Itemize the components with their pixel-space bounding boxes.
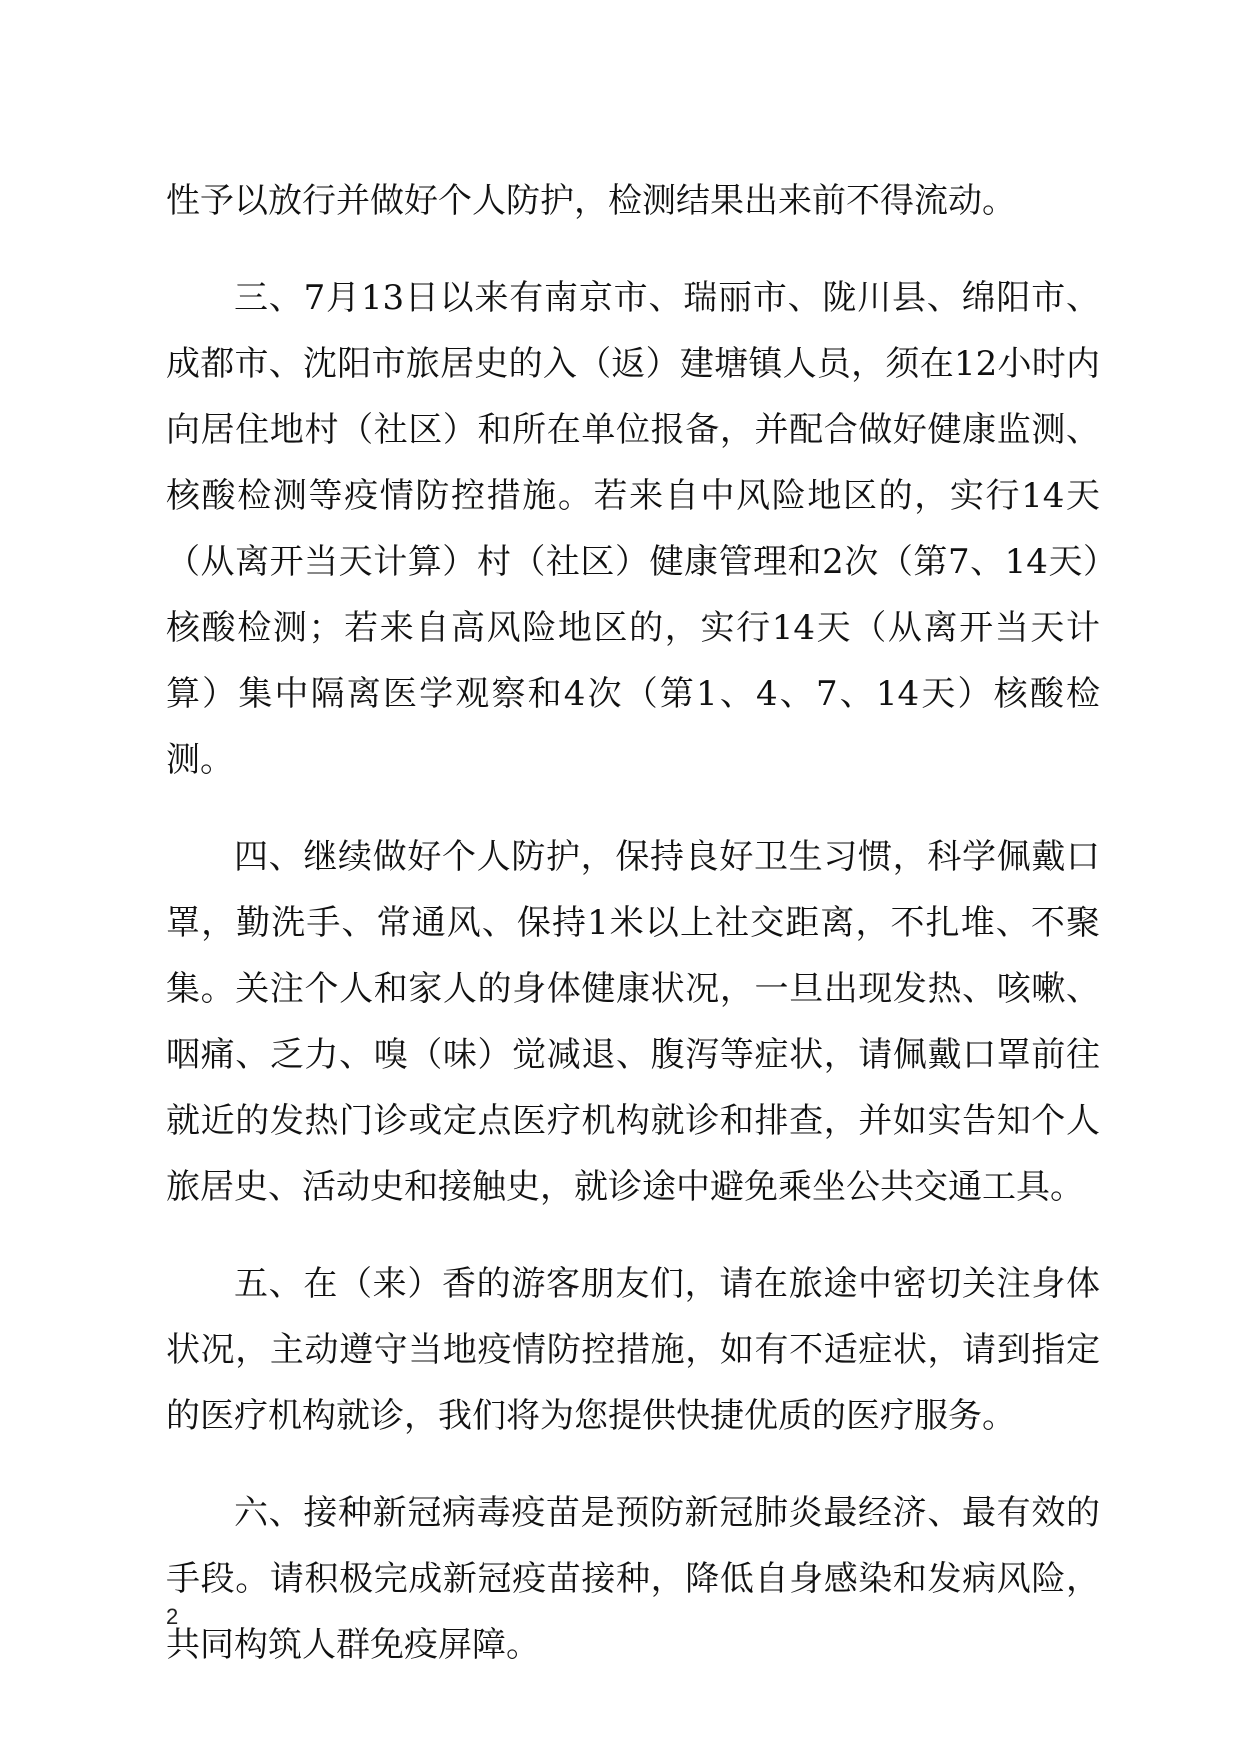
paragraph-item-5: 五、在（来）香的游客朋友们，请在旅途中密切关注身体状况，主动遵守当地疫情防控措施，如有不适症状，请到指定的医疗机构就诊，我们将为您提供快捷优质的医疗服务。 (166, 1264, 1100, 1436)
paragraph-item-6: 六、接种新冠病毒疫苗是预防新冠肺炎最经济、最有效的手段。请积极完成新冠疫苗接种，降低自身感染和发病风险，共同构筑人群免疫屏障。 (166, 1493, 1100, 1665)
paragraph-continuation: 性予以放行并做好个人防护，检测结果出来前不得流动。 (166, 181, 1016, 221)
paragraph-item-4: 四、继续做好个人防护，保持良好卫生习惯，科学佩戴口罩，勤洗手、常通风、保持1米以上社交距离，不扎堆、不聚集。关注个人和家人的身体健康状况，一旦出现发热、咳嗽、咽痛、乏力、嗅（味）觉减退、腹泻等症状，请佩戴口罩前往就近的发热门诊或定点医疗机构就诊和排查，并如实告知个人旅居史、活动史和接触史，就诊途中避免乘坐公共交通工具。 (166, 837, 1100, 1207)
document-body (166, 168, 1100, 1678)
page-number: 2 (166, 1604, 179, 1629)
paragraph-item-3: 三、7月13日以来有南京市、瑞丽市、陇川县、绵阳市、成都市、沈阳市旅居史的入（返）建塘镇人员，须在12小时内向居住地村（社区）和所在单位报备，并配合做好健康监测、核酸检测等疫情防控措施。若来自中风险地区的，实行14天（从离开当天计算）村（社区）健康管理和2次（第7、14天）核酸检测；若来自高风险地区的，实行14天（从离开当天计算）集中隔离医学观察和4次（第1、4、7、14天）核酸检测。 (166, 278, 1100, 780)
